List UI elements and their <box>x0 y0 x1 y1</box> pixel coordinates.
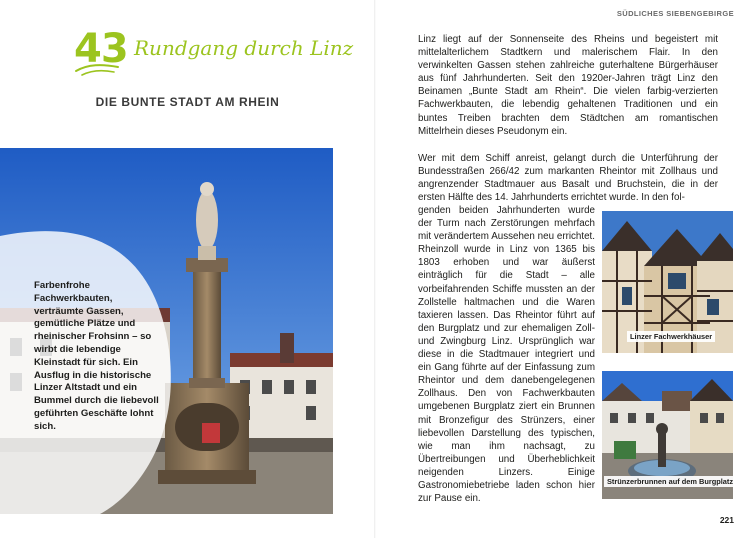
paragraph-body-column: genden beiden Jahrhunderten wurde der Turm nach Zerstörungen mehrfach mit verändertem Aussehen neu errichtet. Rheinzoll wurde in Linz von 1365 bis 1803 erhoben und war äußerst einträglich für die Stadt – alle vorbeifahrenden Schiffe mussten an der Zollstelle haltmachen und die Waren taxieren lassen. Das Rheintor führt auf den Burgplatz und zur ehemaligen Zoll- und Zwingburg Linz. Ursprünglich war diese in die Stadtmauer integriert und ein Gang führte auf der Einfassung zum Rheintor und dem danebengelegenen Zollhaus. Den von Fachwerkbauten umgebenen Burgplatz ziert ein Brunnen mit Bronzefigur des Strünzers, einer liebevollen Darstellung des typischen, wie man ihm nachsagt, zu Übertreibungen und Überheblichkeit neigenden Linzers. Einige Gastronomiebetriebe laden schon hier zur Pause ein. <box>418 205 595 505</box>
right-page <box>375 0 750 538</box>
photo-caption: Strünzerbrunnen auf dem Burgplatz <box>604 476 736 487</box>
page-number: 221 <box>719 515 734 525</box>
tour-title: Rundgang durch Linz <box>134 36 354 60</box>
intro-text: Farbenfrohe Fachwerkbauten, verträumte Gassen, gemütliche Plätze und rheinischer Frohsinn – so wirbt die lebendige Kleinstadt für sich. Ein Ausflug in die historische Linzer Altstadt und ein Bummel durch die liebevoll geführten Geschäfte lohnt sich. <box>34 280 159 432</box>
photo-caption: Linzer Fachwerkhäuser <box>627 331 715 342</box>
paragraph-intro: Linz liegt auf der Sonnenseite des Rheins und begeistert mit mittelalterlichem Stadtkern und malerischem Flair. In den verwinkelten Gassen stehen zahlreiche guterhaltene Bürgerhäuser aus fünf Jahrhunderten. Seit den 1920er-Jahren trägt Linz den Beinamen „Bunte Stadt am Rhein“. Die vielen farbig-verzierten Fachwerkbauten, die lebendig gehaltenen Traditionen und ein buntes Treiben brachten dem Städtchen am romantischen Mittelrhein dieses Pseudonym ein. <box>418 34 718 137</box>
paragraph-body-top: Wer mit dem Schiff anreist, gelangt durch die Unterführung der Bundesstraßen 266/42 zum markanten Rheintor mit Zollhaus und angrenzender Stadtmauer aus Basalt und Bruchstein, die in der ersten Hälfte des 14. Jahrhunderts errichtet wurde. In den fol- <box>418 153 718 204</box>
swash-underline-icon <box>74 62 122 76</box>
running-head: SÜDLICHES SIEBENGEBIRGE <box>616 9 734 18</box>
tour-number: 43 <box>74 26 128 72</box>
chapter-subtitle: DIE BUNTE STADT AM RHEIN <box>95 95 280 109</box>
